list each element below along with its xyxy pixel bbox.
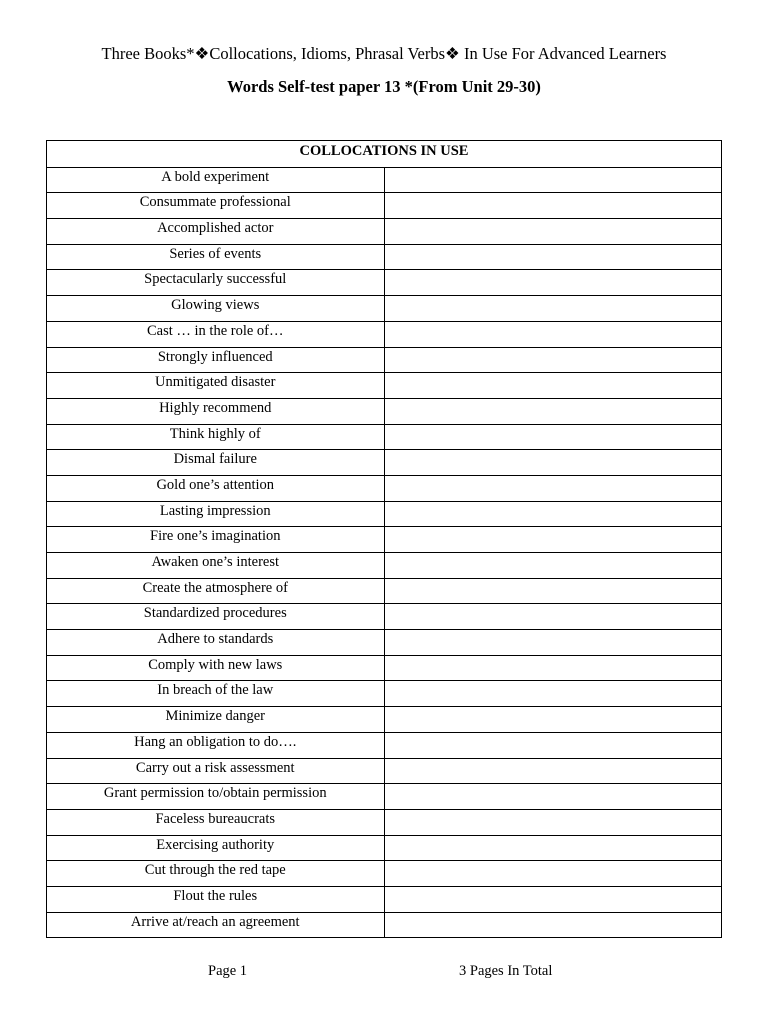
collocation-term: Cut through the red tape [47, 861, 385, 887]
answer-cell[interactable] [384, 167, 722, 193]
collocation-term: Comply with new laws [47, 655, 385, 681]
table-row [47, 270, 722, 296]
answer-cell[interactable] [384, 475, 722, 501]
table-body [47, 167, 722, 938]
answer-cell[interactable] [384, 219, 722, 245]
table-row [47, 501, 722, 527]
collocation-term: Faceless bureaucrats [47, 809, 385, 835]
collocation-term: Gold one’s attention [47, 475, 385, 501]
table-row [47, 244, 722, 270]
collocation-term: Exercising authority [47, 835, 385, 861]
answer-cell[interactable] [384, 886, 722, 912]
table-row [47, 193, 722, 219]
answer-cell[interactable] [384, 270, 722, 296]
collocations-table [46, 140, 722, 938]
collocation-term: Flout the rules [47, 886, 385, 912]
table-row [47, 398, 722, 424]
table-row [47, 424, 722, 450]
answer-cell[interactable] [384, 835, 722, 861]
table-row [47, 373, 722, 399]
answer-cell[interactable] [384, 347, 722, 373]
document-title: Three Books*❖Collocations, Idioms, Phrasal Verbs❖ In Use For Advanced Learners [101, 44, 667, 63]
table-row [47, 475, 722, 501]
answer-cell[interactable] [384, 861, 722, 887]
document-subtitle: Words Self-test paper 13 *(From Unit 29-30) [227, 77, 541, 96]
table-row [47, 630, 722, 656]
answer-cell[interactable] [384, 809, 722, 835]
answer-cell[interactable] [384, 681, 722, 707]
table-row [47, 809, 722, 835]
collocation-term: Fire one’s imagination [47, 527, 385, 553]
answer-cell[interactable] [384, 501, 722, 527]
collocation-term: Awaken one’s interest [47, 553, 385, 579]
answer-cell[interactable] [384, 784, 722, 810]
table-row [47, 347, 722, 373]
collocation-term: Dismal failure [47, 450, 385, 476]
table-row [47, 553, 722, 579]
table-row [47, 219, 722, 245]
answer-cell[interactable] [384, 193, 722, 219]
table-row [47, 707, 722, 733]
collocation-term: Series of events [47, 244, 385, 270]
answer-cell[interactable] [384, 630, 722, 656]
collocation-term: Create the atmosphere of [47, 578, 385, 604]
answer-cell[interactable] [384, 732, 722, 758]
collocation-term: Glowing views [47, 296, 385, 322]
table-row [47, 886, 722, 912]
table-row [47, 296, 722, 322]
collocation-term: Strongly influenced [47, 347, 385, 373]
collocation-term: Unmitigated disaster [47, 373, 385, 399]
answer-cell[interactable] [384, 373, 722, 399]
table-row [47, 732, 722, 758]
answer-cell[interactable] [384, 912, 722, 938]
collocation-term: Arrive at/reach an agreement [47, 912, 385, 938]
collocation-term: Accomplished actor [47, 219, 385, 245]
collocation-term: Consummate professional [47, 193, 385, 219]
collocation-term: Lasting impression [47, 501, 385, 527]
collocation-term: Adhere to standards [47, 630, 385, 656]
table-row [47, 527, 722, 553]
answer-cell[interactable] [384, 398, 722, 424]
table-row [47, 912, 722, 938]
answer-cell[interactable] [384, 321, 722, 347]
collocation-term: Spectacularly successful [47, 270, 385, 296]
answer-cell[interactable] [384, 604, 722, 630]
table-row [47, 578, 722, 604]
collocation-term: A bold experiment [47, 167, 385, 193]
table-row [47, 321, 722, 347]
table-row [47, 655, 722, 681]
answer-cell[interactable] [384, 424, 722, 450]
collocation-term: Minimize danger [47, 707, 385, 733]
answer-cell[interactable] [384, 244, 722, 270]
table-row [47, 681, 722, 707]
collocation-term: Grant permission to/obtain permission [47, 784, 385, 810]
answer-cell[interactable] [384, 553, 722, 579]
answer-cell[interactable] [384, 578, 722, 604]
answer-cell[interactable] [384, 707, 722, 733]
collocation-term: Hang an obligation to do…. [47, 732, 385, 758]
page-number: Page 1 [208, 963, 248, 979]
table-row [47, 167, 722, 193]
page-total: 3 Pages In Total [459, 963, 553, 979]
answer-cell[interactable] [384, 296, 722, 322]
collocation-term: Think highly of [47, 424, 385, 450]
collocation-term: Cast … in the role of… [47, 321, 385, 347]
table-heading-row [47, 141, 722, 168]
collocation-term: Highly recommend [47, 398, 385, 424]
table-row [47, 450, 722, 476]
table-row [47, 604, 722, 630]
collocation-term: Carry out a risk assessment [47, 758, 385, 784]
table-row [47, 861, 722, 887]
table-row [47, 835, 722, 861]
table-row [47, 758, 722, 784]
collocation-term: In breach of the law [47, 681, 385, 707]
table-heading: COLLOCATIONS IN USE [47, 141, 722, 168]
answer-cell[interactable] [384, 527, 722, 553]
answer-cell[interactable] [384, 655, 722, 681]
answer-cell[interactable] [384, 450, 722, 476]
table-row [47, 784, 722, 810]
collocation-term: Standardized procedures [47, 604, 385, 630]
answer-cell[interactable] [384, 758, 722, 784]
